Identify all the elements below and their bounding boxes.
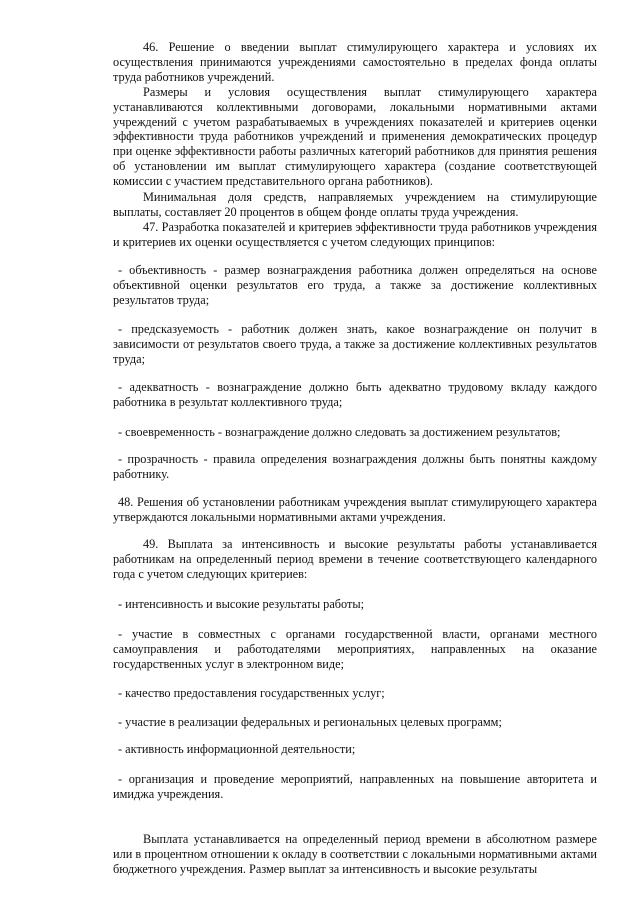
criterion-intensity: - интенсивность и высокие результаты работы; (118, 597, 365, 611)
criterion-image-events: - организация и проведение мероприятий, направленных на повышение авторитета и имиджа учреждения. (113, 772, 597, 801)
principle-predictability: - предсказуемость - работник должен знать, какое вознаграждение он получит в зависимости от результатов своего труда, а также за достижение коллективных результатов труда; (113, 322, 597, 366)
criterion-information-activity: - активность информационной деятельности; (118, 742, 356, 756)
paragraph-49: 49. Выплата за интенсивность и высокие результаты работы устанавливается работникам на определенный период времени в течение соответствующего календарного года с учетом следующих критериев: (113, 537, 597, 581)
paragraph-48: 48. Решения об установлении работникам учреждения выплат стимулирующего характера утверждаются локальными нормативными актами учреждения. (113, 495, 597, 524)
principle-timeliness: - своевременность - вознаграждение должно следовать за достижением результатов; (118, 425, 561, 439)
paragraph-46: 46. Решение о введении выплат стимулирующего характера и условиях их осуществления принимаются учреждениями самостоятельно в пределах фонда оплаты труда работников учреждений. (113, 40, 597, 84)
principle-objectivity: - объективность - размер вознаграждения работника должен определяться на основе объективной оценки результатов его труда, а также за достижение коллективных результатов труда; (113, 263, 597, 307)
principle-adequacy: - адекватность - вознаграждение должно быть адекватно трудовому вкладу каждого работника в результат коллективного труда; (113, 380, 597, 409)
principle-transparency: - прозрачность - правила определения вознаграждения должны быть понятны каждому работнику. (113, 452, 597, 481)
paragraph-payment-period: Выплата устанавливается на определенный период времени в абсолютном размере или в процентном отношении к окладу в соответствии с локальными нормативными актами бюджетного учреждения. Размер выплат за интенсивность и высокие результаты (113, 832, 597, 876)
paragraph-minimum-share: Минимальная доля средств, направляемых учреждением на стимулирующие выплаты, составляет 20 процентов в общем фонде оплаты труда учреждения. (113, 190, 597, 219)
criterion-service-quality: - качество предоставления государственных услуг; (118, 686, 385, 700)
paragraph-47: 47. Разработка показателей и критериев эффективности труда работников учреждения и критериев их оценки осуществляется с учетом следующих принципов: (113, 220, 597, 249)
criterion-target-programs: - участие в реализации федеральных и региональных целевых программ; (118, 715, 502, 729)
criterion-joint-events: - участие в совместных с органами государственной власти, органами местного самоуправления и работодателями мероприятиях, направленных на оказание государственных услуг в электронном виде; (113, 627, 597, 671)
paragraph-stimulus-conditions: Размеры и условия осуществления выплат стимулирующего характера устанавливаются коллективными договорами, локальными нормативными актами учреждений с учетом разрабатываемых в учреждениях показателей и критериев оценки эффективности труда работников учреждений и применения демократических процедур при оценке эффективности работы различных категорий работников для принятия решения об установлении им выплат стимулирующего характера (создание соответствующей комиссии с участием представительного органа работников). (113, 85, 597, 188)
